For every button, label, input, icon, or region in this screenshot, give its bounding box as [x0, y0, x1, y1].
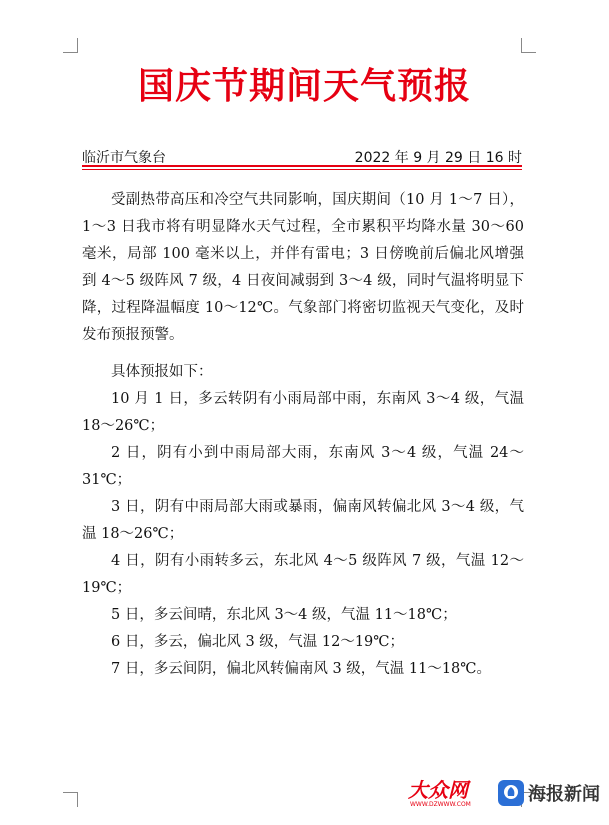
forecast-day-2: 2 日，阴有小到中雨局部大雨，东南风 3～4 级，气温 24～31℃； — [82, 445, 524, 488]
forecast-day-5: 5 日，多云间晴，东北风 3～4 级，气温 11～18℃； — [111, 607, 457, 623]
forecast-day-7: 7 日，多云间阴，偏北风转偏南风 3 级，气温 11～18℃。 — [111, 661, 492, 677]
forecast-day-4: 4 日，阴有小雨转多云，东北风 4～5 级阵风 7 级，气温 12～19℃； — [82, 553, 524, 596]
watermark-logos — [400, 768, 600, 818]
forecast-body — [82, 187, 524, 683]
issuer: 临沂市气象台 — [82, 150, 166, 166]
haibao-app-icon — [498, 780, 524, 806]
page-corner-mark-top-right — [521, 38, 536, 53]
intro-paragraph: 受副热带高压和冷空气共同影响，国庆期间（10 月 1～7 日），1～3 日我市将有明显降水天气过程，全市累积平均降水量 30～60 毫米，局部 100 毫米以上，并伴有雷电；3 日傍晚前后偏北风增强到 4～5 级阵风 7 级，4 日夜间减弱到 3～4 级，同时气温将明显下降，过程降温幅度 10～12℃。气象部门将密切监视天气变化，及时发布预报预警。 — [82, 192, 524, 343]
forecast-day-6: 6 日，多云，偏北风 3 级，气温 12～19℃； — [111, 634, 405, 650]
dazhong-logo: 大众网 — [408, 778, 468, 802]
header-rule-thin — [82, 169, 522, 170]
page-corner-mark-bottom-left — [63, 792, 78, 807]
forecast-heading: 具体预报如下： — [111, 364, 213, 380]
issuer-line — [82, 147, 522, 167]
dazhong-url: WWW.DZWWW.COM — [410, 801, 471, 808]
header-rule-thick — [82, 165, 522, 167]
page-corner-mark-top-left — [63, 38, 78, 53]
forecast-day-1: 10 月 1 日，多云转阴有小雨局部中雨，东南风 3～4 级，气温 18～26℃； — [82, 391, 524, 434]
document-title: 国庆节期间天气预报 — [137, 66, 471, 107]
issue-date: 2022 年 9 月 29 日 16 时 — [354, 150, 522, 166]
haibao-logo: 海报新闻 — [528, 784, 600, 805]
forecast-day-3: 3 日，阴有中雨局部大雨或暴雨，偏南风转偏北风 3～4 级，气温 18～26℃； — [82, 499, 524, 542]
